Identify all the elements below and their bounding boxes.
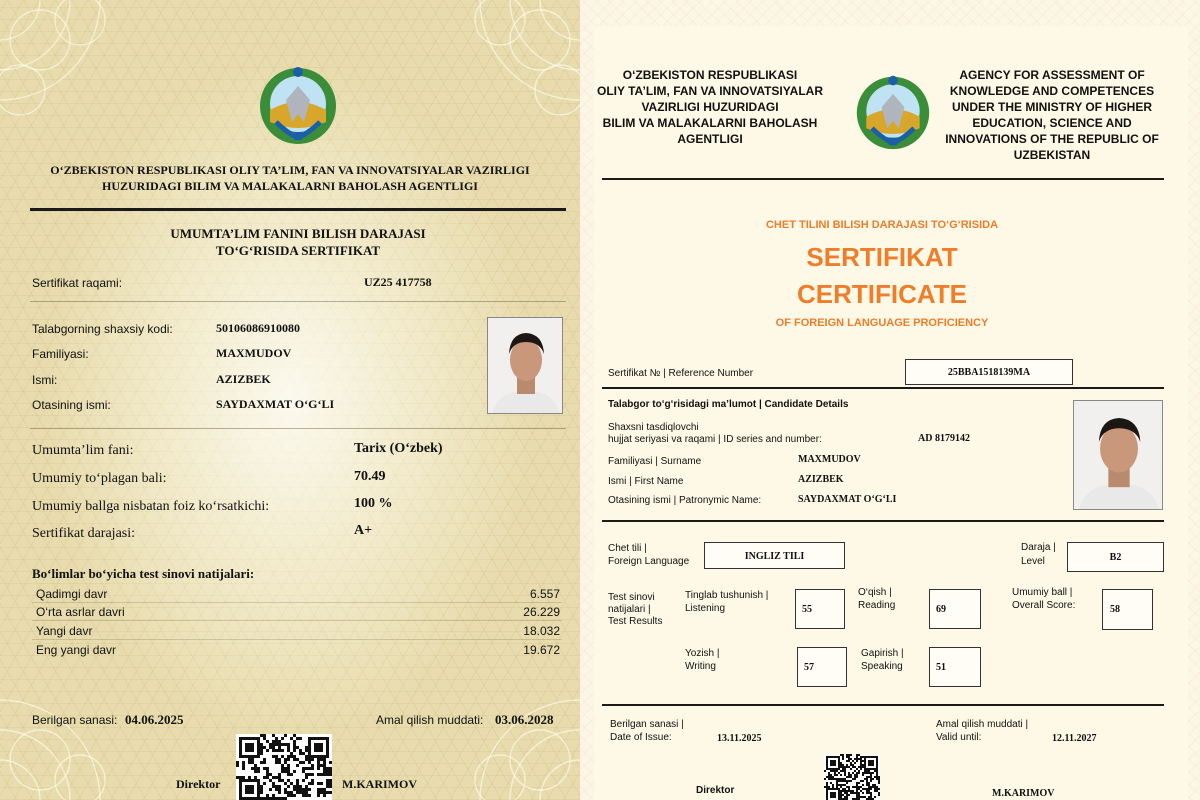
section-divider <box>602 387 1164 389</box>
surname-label: Familiyasi | Surname <box>608 456 702 467</box>
director-label: Direktor <box>696 785 735 796</box>
header-divider <box>602 178 1164 180</box>
id-label-line-2: hujjat seriyasi va raqami | ID series and number: <box>608 434 822 445</box>
results-label-line-1: Test sinovi <box>608 592 655 603</box>
corner-ornament-top-left <box>0 0 150 140</box>
valid-until-value: 03.06.2028 <box>495 712 554 727</box>
candidate-details-heading: Talabgor to‘g‘risidagi ma’lumot | Candidate Details <box>608 399 849 410</box>
header-en-line: INNOVATIONS OF THE REPUBLIC OF <box>945 132 1159 146</box>
header-uz-line: OLIY TA’LIM, FAN VA INNOVATSIYALAR <box>596 84 823 98</box>
listening-label-line-2: Listening <box>685 603 726 614</box>
personal-code-label: Talabgorning shaxsiy kodi: <box>32 322 173 336</box>
subject-value: Tarix (O‘zbek) <box>354 441 443 456</box>
header-line-2: HUZURIDAGI BILIM VA MALAKALARNI BAHOLASH AGENTLIGI <box>102 179 478 193</box>
section-row-label: Qadimgi davr <box>36 587 108 601</box>
corner-ornament-top-right <box>430 0 580 140</box>
section-divider <box>30 428 566 429</box>
qr-code <box>824 754 880 800</box>
overall-label-line-2: Overall Score: <box>1012 600 1076 611</box>
section-row-label: Eng yangi davr <box>36 643 117 657</box>
writing-label-line-2: Writing <box>685 661 716 672</box>
patronymic-value: SAYDAXMAT O‘G‘LI <box>216 397 335 411</box>
reference-number-value: 25BBA1518139MA <box>947 367 1031 378</box>
language-label-line-2: Foreign Language <box>608 556 690 567</box>
results-label-line-3: Test Results <box>608 616 663 627</box>
issue-date-label-line-1: Berilgan sanasi | <box>610 719 684 730</box>
valid-until-label: Amal qilish muddati: <box>376 713 484 727</box>
patronymic-label: Otasining ismi: <box>32 398 111 412</box>
overall-score-box <box>1102 589 1153 630</box>
header-uz-line: BILIM VA MALAKALARNI BAHOLASH <box>602 116 818 130</box>
language-box <box>704 542 845 569</box>
valid-until-label-line-2: Valid until: <box>936 732 982 743</box>
level-label-line-1: Daraja | <box>1021 542 1056 553</box>
language-label-line-1: Chet tili | <box>608 543 647 554</box>
writing-score-box <box>797 647 847 687</box>
coat-of-arms-emblem <box>853 72 933 152</box>
speaking-label-line-2: Speaking <box>861 661 903 672</box>
subject-label: Umumta’lim fani: <box>32 443 134 458</box>
level-label: Sertifikat darajasi: <box>32 526 136 541</box>
writing-label-line-1: Yozish | <box>685 648 720 659</box>
results-label-line-2: natijalari | <box>608 604 651 615</box>
id-value: AD 8179142 <box>918 433 970 444</box>
speaking-score-box <box>929 647 981 687</box>
director-name: M.KARIMOV <box>992 788 1055 799</box>
issue-date-label-line-2: Date of Issue: <box>610 732 672 743</box>
name-label: Ismi: <box>32 373 58 387</box>
patronymic-value: SAYDAXMAT O‘G‘LI <box>798 494 897 505</box>
corner-ornament-bottom-left <box>0 680 150 800</box>
language-value: INGLIZ TILI <box>744 551 805 562</box>
header-en-line: KNOWLEDGE AND COMPETENCES <box>949 84 1155 98</box>
personal-code-value: 50106086910080 <box>216 321 300 335</box>
reading-score: 69 <box>936 604 946 615</box>
reading-label-line-2: Reading <box>858 600 896 611</box>
percent-value: 100 % <box>354 496 393 511</box>
certificate-title-line-2: TO‘G‘RISIDA SERTIFIKAT <box>215 243 381 258</box>
header-uz-line: VAZIRLIGI HUZURIDAGI <box>641 100 779 114</box>
issue-date-label: Berilgan sanasi: <box>32 713 118 727</box>
name-value: AZIZBEK <box>216 372 271 386</box>
sections-title: Bo‘limlar bo‘yicha test sinovi natijalari: <box>32 566 255 581</box>
header-divider <box>30 208 566 211</box>
speaking-label-line-1: Gapirish | <box>861 648 904 659</box>
speaking-score: 51 <box>936 662 946 673</box>
section-divider <box>602 520 1164 522</box>
qr-code <box>236 734 332 800</box>
certificate-title-en: CERTIFICATE <box>797 279 967 309</box>
header-en-line: UNDER THE MINISTRY OF HIGHER <box>951 100 1152 114</box>
certificate-title-line-1: UMUMTA’LIM FANINI BILISH DARAJASI <box>170 226 426 241</box>
certificate-subtitle-top: CHET TILINI BILISH DARAJASI TO‘G‘RISIDA <box>765 219 999 231</box>
overall-score: 58 <box>1110 604 1120 615</box>
level-value: B2 <box>1109 552 1122 563</box>
listening-score-box <box>795 589 845 629</box>
row-divider <box>32 620 562 621</box>
header-uz-line: O‘ZBEKISTON RESPUBLIKASI <box>622 68 798 82</box>
surname-label: Familiyasi: <box>32 347 89 361</box>
surname-value: MAXMUDOV <box>216 346 292 360</box>
director-name: M.KARIMOV <box>342 777 417 791</box>
candidate-photo <box>1073 400 1163 510</box>
first-name-label: Ismi | First Name <box>608 476 684 487</box>
director-label: Direktor <box>176 777 221 791</box>
valid-until-value: 12.11.2027 <box>1052 733 1097 744</box>
issue-date-value: 13.11.2025 <box>717 733 762 744</box>
header-en-line: AGENCY FOR ASSESSMENT OF <box>959 68 1145 82</box>
header-en-line: UZBEKISTAN <box>1013 148 1091 162</box>
certificate-subtitle-bottom: OF FOREIGN LANGUAGE PROFICIENCY <box>775 317 989 329</box>
writing-score: 57 <box>804 662 814 673</box>
corner-ornament-bottom-right <box>430 680 580 800</box>
cert-number-value: UZ25 417758 <box>364 275 432 289</box>
reading-label-line-1: O‘qish | <box>858 587 892 598</box>
patronymic-label: Otasining ismi | Patronymic Name: <box>608 495 762 506</box>
total-score-value: 70.49 <box>354 469 386 484</box>
uzbek-subject-certificate <box>0 0 580 800</box>
cert-number-label: Sertifikat raqami: <box>32 276 123 290</box>
header-line-1: O‘ZBEKISTON RESPUBLIKASI OLIY TA’LIM, FAN VA INNOVATSIYALAR VAZIRLIGI <box>50 163 530 177</box>
overall-label-line-1: Umumiy ball | <box>1012 587 1073 598</box>
level-value: A+ <box>354 523 373 538</box>
section-row-value: 18.032 <box>523 624 560 638</box>
header-uz-line: AGENTLIGI <box>677 132 743 146</box>
section-divider <box>602 704 1164 706</box>
section-row-label: O‘rta asrlar davri <box>36 605 125 619</box>
section-row-value: 6.557 <box>529 587 560 601</box>
header-en-line: EDUCATION, SCIENCE AND <box>972 116 1132 130</box>
first-name-value: AZIZBEK <box>798 474 844 485</box>
issue-date-value: 04.06.2025 <box>125 712 184 727</box>
reference-number-label: Sertifikat № | Reference Number <box>608 368 754 379</box>
id-label-line-1: Shaxsni tasdiqlovchi <box>608 422 699 433</box>
certificate-title-uz: SERTIFIKAT <box>806 242 958 272</box>
reference-number-box <box>905 359 1073 385</box>
foreign-language-certificate <box>580 0 1200 800</box>
listening-score: 55 <box>802 604 812 615</box>
row-divider <box>32 639 562 640</box>
candidate-photo <box>487 317 563 414</box>
reading-score-box <box>929 589 981 629</box>
listening-label-line-1: Tinglab tushunish | <box>685 590 769 601</box>
section-row-value: 19.672 <box>523 643 560 657</box>
percent-label: Umumiy ballga nisbatan foiz ko‘rsatkichi: <box>32 499 270 514</box>
coat-of-arms-emblem <box>256 64 340 146</box>
valid-until-label-line-1: Amal qilish muddati | <box>936 719 1029 730</box>
section-row-label: Yangi davr <box>36 624 93 638</box>
section-row-value: 26.229 <box>523 605 560 619</box>
surname-value: MAXMUDOV <box>798 454 861 465</box>
level-label-line-2: Level <box>1021 556 1045 567</box>
section-divider <box>30 301 566 302</box>
level-box <box>1067 542 1164 572</box>
row-divider <box>32 602 562 603</box>
total-score-label: Umumiy to‘plagan bali: <box>32 471 167 486</box>
